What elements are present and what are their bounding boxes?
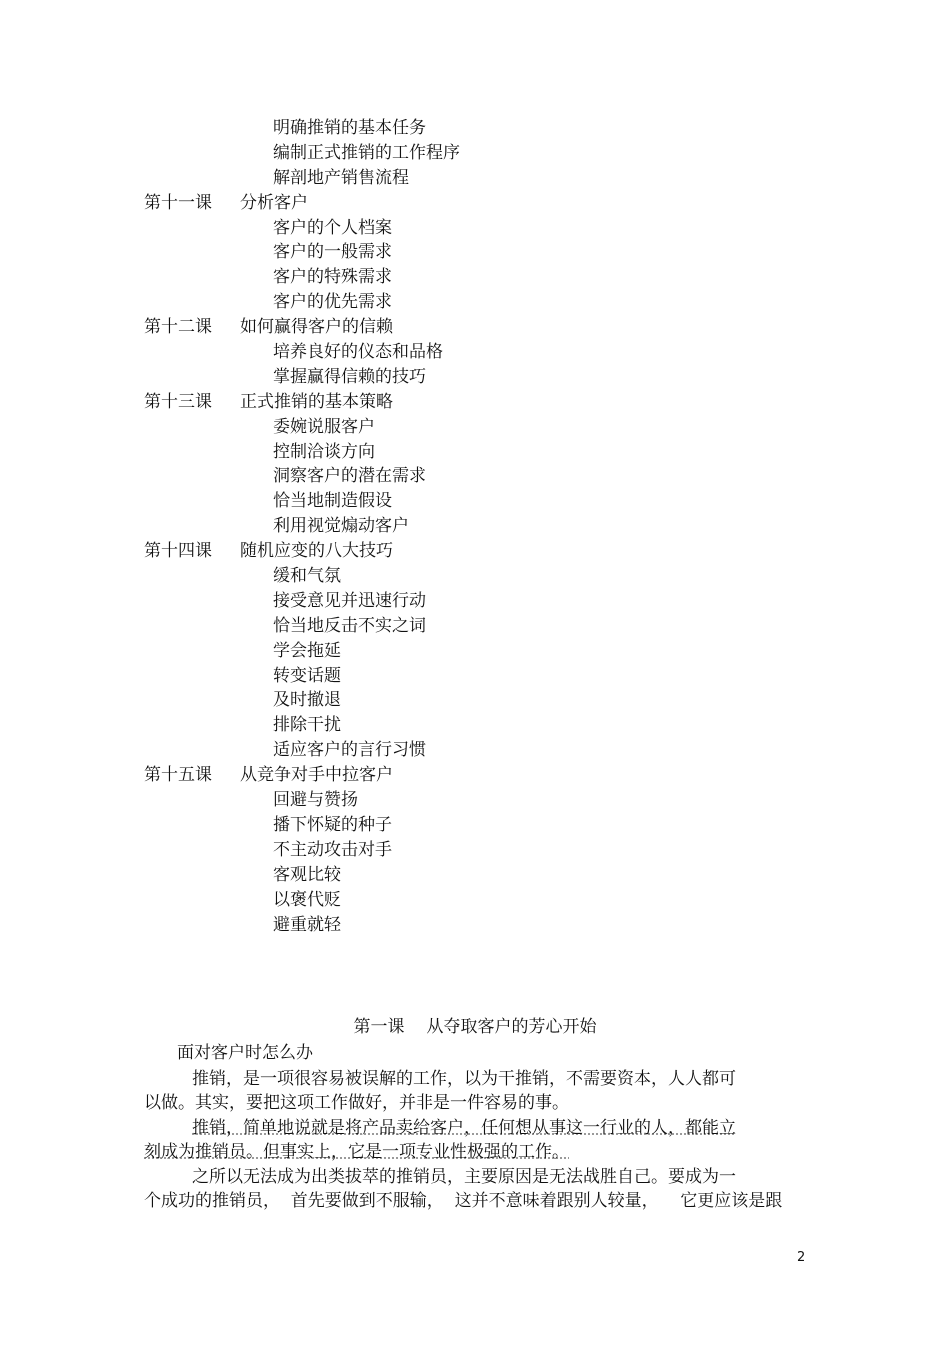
toc-lesson-title: 如何赢得客户的信赖 — [240, 317, 393, 338]
toc-subitem: 编制正式推销的工作程序 — [273, 142, 460, 163]
paragraph-line: 刻成为推销员。但事实上，它是一项专业性极强的工作。 — [144, 1142, 569, 1162]
chapter-number: 第一课 — [353, 1017, 405, 1037]
toc-lesson-title: 正式推销的基本策略 — [240, 391, 393, 412]
toc-subitem-row — [0, 514, 950, 539]
toc-subitem: 适应客户的言行习惯 — [273, 740, 426, 761]
table-of-contents — [0, 116, 950, 937]
toc-subitem-row — [0, 813, 950, 838]
toc-lesson-number: 第十三课 — [144, 391, 212, 412]
chapter-title — [0, 1015, 950, 1039]
toc-subitem-row — [0, 365, 950, 390]
toc-subitem: 控制洽谈方向 — [273, 441, 375, 462]
toc-lesson-title: 随机应变的八大技巧 — [240, 541, 393, 562]
toc-subitem: 恰当地制造假设 — [273, 491, 392, 512]
toc-subitem-row — [0, 888, 950, 913]
toc-subitem: 客户的优先需求 — [273, 292, 392, 313]
toc-lesson-row — [0, 315, 950, 340]
toc-subitem-row — [0, 713, 950, 738]
toc-subitem-row — [0, 639, 950, 664]
toc-lesson-row — [0, 763, 950, 788]
toc-lesson-row — [0, 191, 950, 216]
section-heading: 面对客户时怎么办 — [177, 1043, 313, 1063]
toc-subitem: 接受意见并迅速行动 — [273, 590, 426, 611]
toc-subitem: 播下怀疑的种子 — [273, 814, 392, 835]
toc-subitem: 排除干扰 — [273, 715, 341, 736]
toc-subitem-row — [0, 240, 950, 265]
toc-subitem: 学会拖延 — [273, 640, 341, 661]
toc-subitem-row — [0, 141, 950, 166]
toc-subitem-row — [0, 614, 950, 639]
toc-lesson-row — [0, 539, 950, 564]
toc-lesson-row — [0, 390, 950, 415]
paragraph-line: 推销，简单地说就是将产品卖给客户，任何想从事这一行业的人，都能立 — [192, 1118, 736, 1138]
toc-subitem-row — [0, 738, 950, 763]
paragraph-line: 个成功的推销员， 首先要做到不服输， 这并不意味着跟别人较量， 它更应该是跟 — [144, 1191, 783, 1211]
toc-subitem: 洞察客户的潜在需求 — [273, 466, 426, 487]
toc-subitem-row — [0, 290, 950, 315]
toc-subitem-row — [0, 788, 950, 813]
toc-subitem: 转变话题 — [273, 665, 341, 686]
toc-lesson-title: 分析客户 — [240, 192, 308, 213]
toc-subitem-row — [0, 838, 950, 863]
paragraph-line: 之所以无法成为出类拔萃的推销员，主要原因是无法战胜自己。要成为一 — [192, 1167, 736, 1187]
paragraph-line: 以做。其实，要把这项工作做好，并非是一件容易的事。 — [144, 1093, 569, 1113]
toc-subitem-row — [0, 464, 950, 489]
paragraph-1 — [144, 1067, 824, 1115]
paragraph-line: 推销，是一项很容易被误解的工作，以为干推销，不需要资本，人人都可 — [192, 1069, 736, 1089]
toc-subitem-row — [0, 913, 950, 938]
toc-subitem: 客观比较 — [273, 864, 341, 885]
toc-subitem-row — [0, 166, 950, 191]
toc-subitem: 利用视觉煽动客户 — [273, 516, 409, 537]
toc-subitem: 客户的个人档案 — [273, 217, 392, 238]
toc-subitem: 解剖地产销售流程 — [273, 167, 409, 188]
toc-subitem: 培养良好的仪态和品格 — [273, 342, 443, 363]
toc-subitem: 不主动攻击对手 — [273, 839, 392, 860]
toc-lesson-number: 第十四课 — [144, 541, 212, 562]
paragraph-3 — [144, 1165, 824, 1213]
toc-subitem-row — [0, 116, 950, 141]
toc-subitem-row — [0, 415, 950, 440]
toc-subitem-row — [0, 489, 950, 514]
toc-subitem-row — [0, 664, 950, 689]
toc-subitem-row — [0, 216, 950, 241]
toc-subitem-row — [0, 440, 950, 465]
toc-lesson-number: 第十二课 — [144, 317, 212, 338]
toc-subitem: 及时撤退 — [273, 690, 341, 711]
toc-subitem-row — [0, 589, 950, 614]
toc-subitem: 缓和气氛 — [273, 566, 341, 587]
toc-lesson-title: 从竞争对手中拉客户 — [240, 765, 393, 786]
page-number: 2 — [797, 1250, 806, 1265]
chapter-name: 从夺取客户的芳心开始 — [426, 1017, 597, 1037]
toc-subitem-row — [0, 265, 950, 290]
toc-subitem: 客户的特殊需求 — [273, 267, 392, 288]
toc-subitem-row — [0, 688, 950, 713]
toc-subitem: 恰当地反击不实之词 — [273, 615, 426, 636]
toc-subitem: 委婉说服客户 — [273, 416, 375, 437]
toc-subitem: 客户的一般需求 — [273, 242, 392, 263]
toc-subitem-row — [0, 863, 950, 888]
toc-subitem: 以褒代贬 — [273, 889, 341, 910]
paragraph-2 — [144, 1116, 824, 1164]
toc-subitem: 回避与赞扬 — [273, 790, 358, 811]
toc-subitem: 避重就轻 — [273, 914, 341, 935]
toc-lesson-number: 第十一课 — [144, 192, 212, 213]
toc-subitem: 掌握赢得信赖的技巧 — [273, 366, 426, 387]
toc-subitem-row — [0, 340, 950, 365]
toc-subitem-row — [0, 564, 950, 589]
toc-lesson-number: 第十五课 — [144, 765, 212, 786]
toc-subitem: 明确推销的基本任务 — [273, 118, 426, 138]
